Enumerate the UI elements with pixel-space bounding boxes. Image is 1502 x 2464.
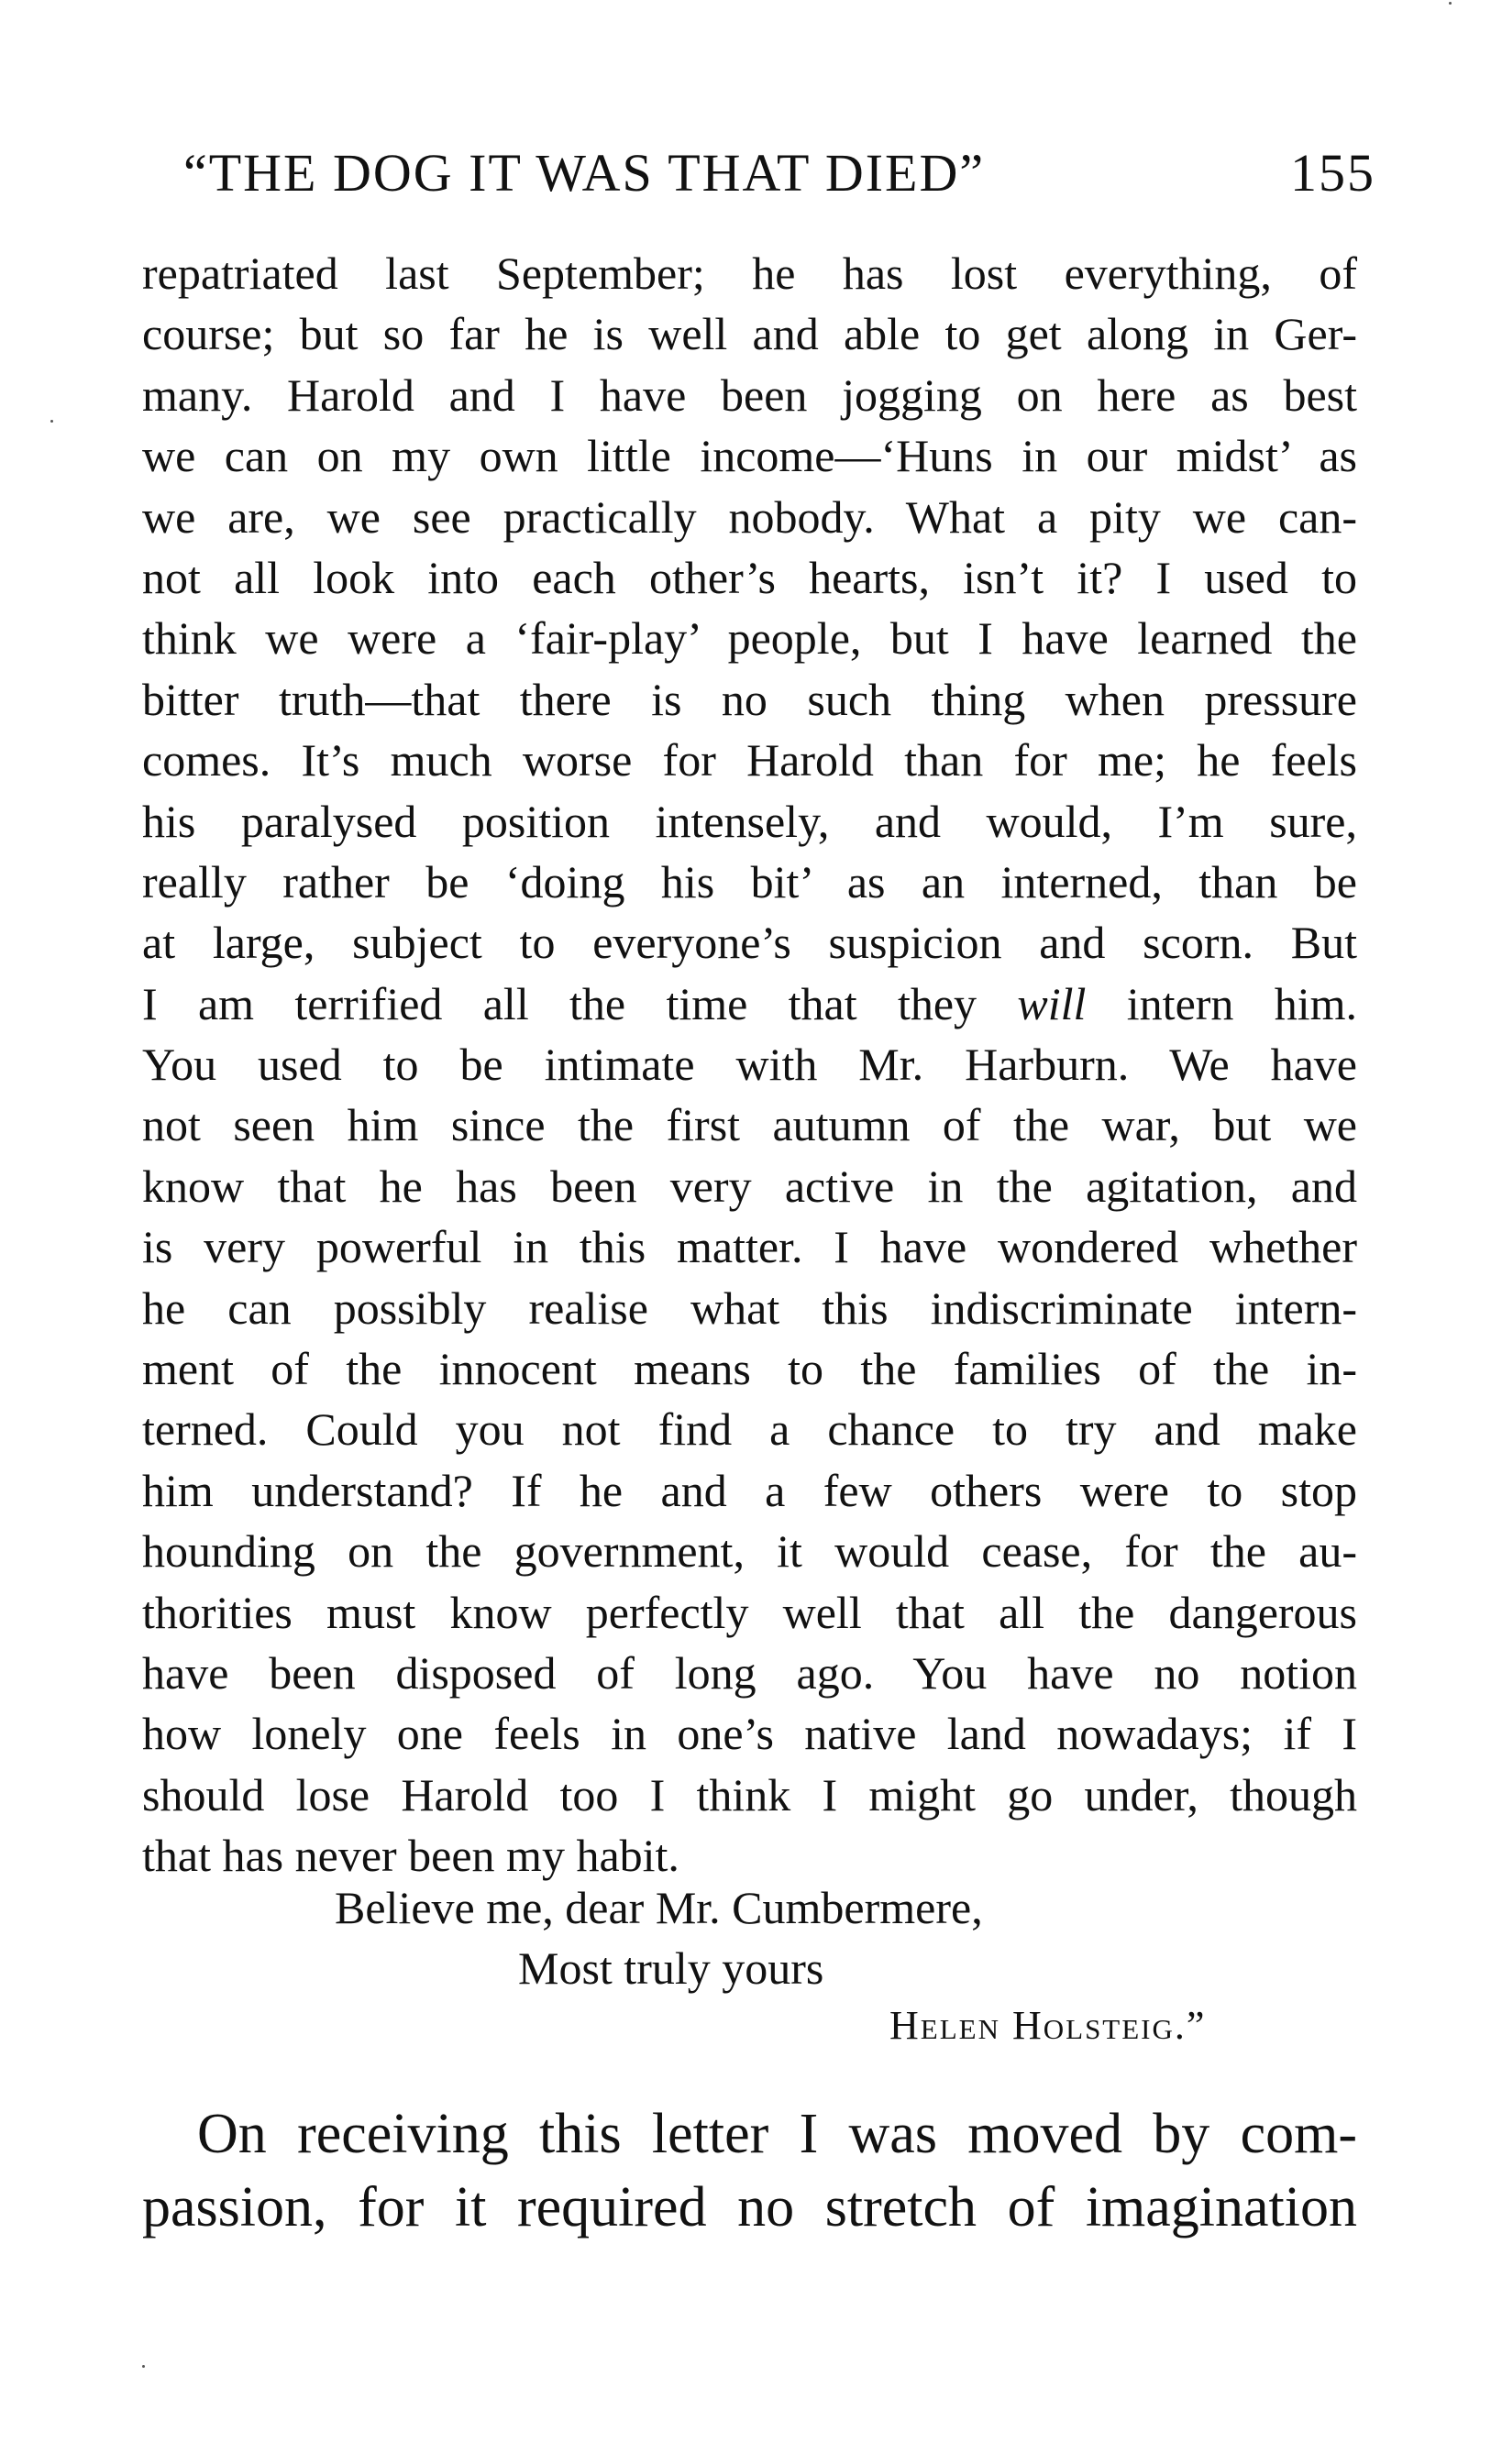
letter-closing: Believe me, dear Mr. Cumbermere, xyxy=(335,1882,983,1933)
text-line: really rather be ‘doing his bit’ as an interned, than be xyxy=(142,855,1357,908)
text-line: repatriated last September; he has lost everything, of xyxy=(142,248,1357,299)
text-segment: intern him. xyxy=(1126,977,1358,1029)
text-line: his paralysed position intensely, and would, I’m sure, xyxy=(142,795,1357,847)
text-line: we can on my own little income—‘Huns in our midst’ as xyxy=(142,430,1357,482)
text-line: that has never been my habit. xyxy=(142,1830,679,1882)
text-line: You used to be intimate with Mr. Harburn. We have xyxy=(142,1039,1357,1091)
text-line: On receiving this letter I was moved by com- xyxy=(197,2103,1357,2165)
scan-speck xyxy=(1449,2,1452,5)
text-line: not all look into each other’s hearts, isn’t it? I used to xyxy=(142,551,1357,603)
scan-speck xyxy=(142,2365,145,2368)
running-head xyxy=(183,136,1375,209)
text-line: ment of the innocent means to the families of the in- xyxy=(142,1343,1357,1395)
text-line: hounding on the government, it would cease, for the au- xyxy=(142,1525,1357,1578)
text-line: know that he has been very active in the agitation, and xyxy=(142,1160,1357,1212)
text-line: thorities must know perfectly well that all the dangerous xyxy=(142,1586,1357,1638)
text-line: have been disposed of long ago. You have no notion xyxy=(142,1646,1357,1699)
text-line: is very powerful in this matter. I have wondered whether xyxy=(142,1221,1357,1273)
letter-signature: Helen Holsteig.” xyxy=(889,2003,1207,2048)
text-line-emphasis xyxy=(142,974,1357,1034)
running-title: “THE DOG IT WAS THAT DIED” xyxy=(183,142,986,203)
emphasized-word: will xyxy=(1017,977,1087,1029)
text-line: bitter truth—that there is no such thing when pressure xyxy=(142,673,1357,725)
letter-valediction: Most truly yours xyxy=(518,1942,824,1994)
page-number: 155 xyxy=(1290,142,1375,203)
text-line: many. Harold and I have been jogging on here as best xyxy=(142,368,1357,421)
text-line: we are, we see practically nobody. What a pity we can- xyxy=(142,490,1357,543)
text-line: passion, for it required no stretch of imagination xyxy=(142,2176,1357,2238)
text-line: should lose Harold too I think I might go under, though xyxy=(142,1768,1357,1820)
scan-speck xyxy=(50,420,53,423)
text-line: how lonely one feels in one’s native land nowadays; if I xyxy=(142,1708,1357,1760)
text-line: course; but so far he is well and able to get along in Ger- xyxy=(142,308,1357,360)
text-segment: I am terrified all the time that they xyxy=(142,977,977,1029)
narrative-paragraph xyxy=(142,2097,1357,2244)
text-line: he can possibly realise what this indiscriminate intern- xyxy=(142,1282,1357,1334)
letter-body xyxy=(142,243,1357,1886)
text-line: at large, subject to everyone’s suspicion and scorn. But xyxy=(142,917,1357,969)
text-line: him understand? If he and a few others were to stop xyxy=(142,1464,1357,1516)
text-line: terned. Could you not find a chance to try and make xyxy=(142,1403,1357,1456)
text-line: comes. It’s much worse for Harold than for me; he feels xyxy=(142,734,1357,786)
text-line: think we were a ‘fair-play’ people, but I have learned the xyxy=(142,612,1357,665)
text-line: not seen him since the first autumn of the war, but we xyxy=(142,1099,1357,1151)
